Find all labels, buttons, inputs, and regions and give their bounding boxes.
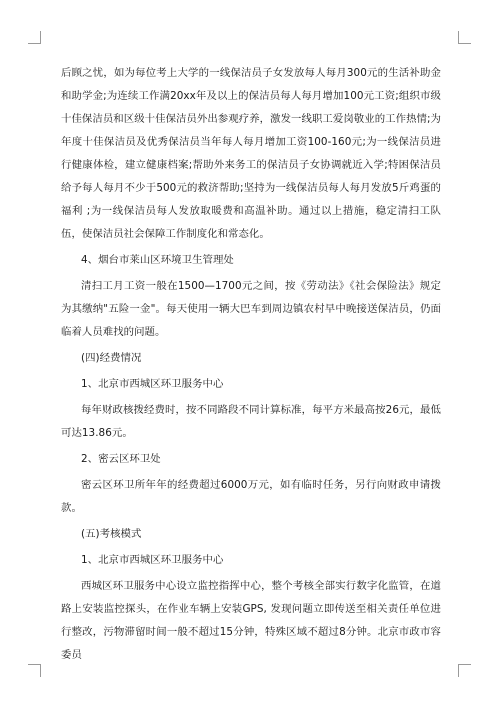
section-heading-funding: (四)经费情况 (81, 352, 142, 364)
crop-mark-bottom-left (28, 664, 41, 677)
crop-mark-bottom-right (458, 664, 471, 677)
document-body (61, 62, 441, 667)
heading-beijing-xicheng-assessment: 1、北京市西城区环卫服务中心 (81, 554, 224, 566)
section-heading-assessment: (五)考核模式 (81, 528, 142, 540)
paragraph-xicheng-assessment: 西城区环卫服务中心设立监控指挥中心，整个考核全部实行数字化监管，在道路上安装监控探头，在作业车辆上安装GPS, 发现问题立即传送至相关责任单位进行整改，污物滞留时间一般不超过15分钟，特殊区域不超过8分钟。北京市政市容委员 (61, 580, 441, 661)
paragraph-benefits-measures: 后顾之忧，如为每位考上大学的一线保洁员子女发放每人每月300元的生活补助金和助学金;为连续工作满20xx年及以上的保洁员每人每月增加100元工资;组织市级十佳保洁员和区级十佳保洁员外出参观疗养，激发一线职工爱岗敬业的工作热情;为年度十佳保洁员及优秀保洁员当年每人每月增加工资100-160元;为一线保洁员进行健康体检，建立健康档案;帮助外来务工的保洁员子女协调就近入学;特困保洁员给予每人每月不少于500元的救济帮助;坚持为一线保洁员每人每月发放5斤鸡蛋的福利 ;为一线保洁员每人发放取暖费和高温补助。通过以上措施，稳定清扫工队伍，使保洁员社会保障工作制度化和常态化。 (61, 67, 441, 240)
heading-yantai-laishan: 4、烟台市莱山区环境卫生管理处 (81, 254, 234, 266)
heading-miyun: 2、密云区环卫处 (81, 453, 161, 465)
crop-mark-top-right (458, 31, 471, 44)
heading-beijing-xicheng-funding: 1、北京市西城区环卫服务中心 (81, 378, 224, 390)
crop-mark-top-left (28, 31, 41, 44)
paragraph-xicheng-funding: 每年财政核拨经费时，按不同路段不同计算标准，每平方米最高按26元，最低可达13.86元。 (61, 404, 441, 439)
paragraph-miyun-funding: 密云区环卫所年年的经费超过6000万元，如有临时任务，另行向财政申请拨款。 (61, 479, 441, 514)
paragraph-yantai-wages: 清扫工月工资一般在1500—1700元之间，按《劳动法》《社会保险法》规定为其缴纳"五险一金"。每天使用一辆大巴车到周边镇农村早中晚接送保洁员，仍面临着人员难找的问题。 (61, 280, 441, 338)
